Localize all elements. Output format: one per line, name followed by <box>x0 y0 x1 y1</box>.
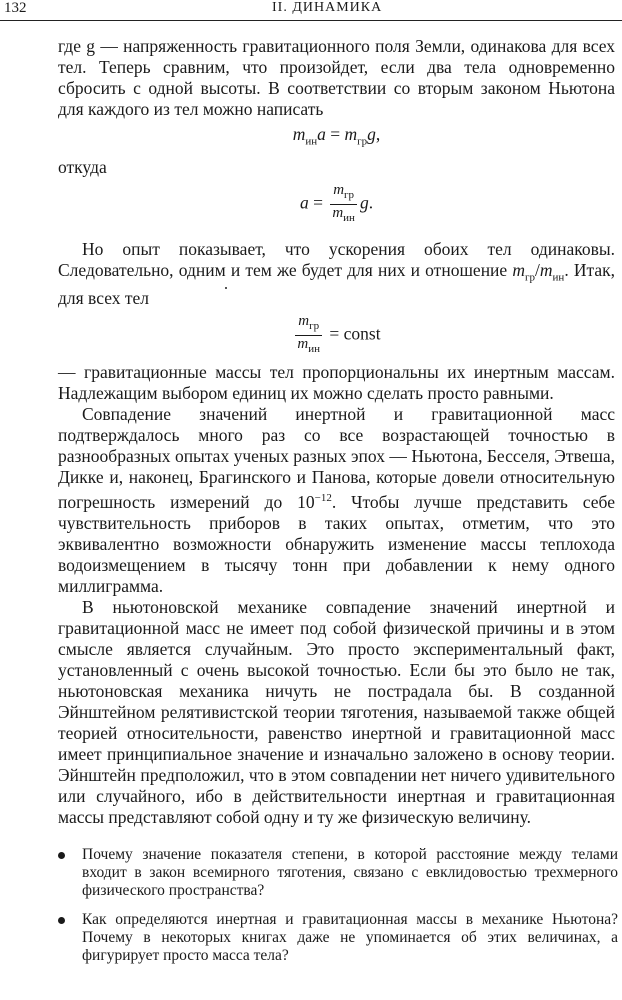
f2-denominator: $m_{ин}$ <box>332 204 355 224</box>
question-item <box>58 911 618 965</box>
exponent: −12 <box>314 492 332 504</box>
main-text <box>58 36 615 828</box>
f3-numerator: $m_{гр}$ <box>295 313 322 336</box>
page-number: 132 <box>4 0 27 16</box>
paragraph-otkuda: откуда <box>58 156 107 177</box>
f1-sub-in: ин <box>305 135 318 148</box>
f1-eq: = <box>325 124 345 144</box>
inline-m1: m <box>512 259 526 280</box>
f2-eq: = <box>308 192 328 213</box>
f3-denominator: $m_{ин}$ <box>297 336 321 355</box>
question-text: Почему значение показателя степени, в которой расстояние между телами входит в закон всемирного тяготения, связано с евклидовостью трехмерного физического пространства? <box>82 846 618 899</box>
inline-m2: m <box>539 259 553 280</box>
f1-sub-gr: гр <box>357 135 368 148</box>
f2-numerator: $m_{гр}$ <box>330 182 357 205</box>
f2-g: g <box>359 192 369 213</box>
formula-acceleration <box>58 182 615 227</box>
bullet-icon <box>58 917 65 924</box>
paragraph-4: Совпадение значений инертной и гравитационной масс подтверждалось много раз со все возрастающей точностью в разнообразных опытах ученых разных эпох — Ньютона, Бесселя, Этвеша, Дикке и, наконец, Брагинского и Панова, которые довели относительную погрешность измерений до $10^{-12}$. Чтобы лучше представить себе чувствительность приборов в таких опытах, отметим, что это эквивалентно возможности обнаружить изменение массы теплохода водоизмещением в тысячу тонн при добавлении к нему одного миллиграмма. <box>58 404 615 596</box>
running-title: II. ДИНАМИКА <box>272 0 383 15</box>
f2-fraction <box>330 182 357 227</box>
paragraph-5: В ньютоновской механике совпадение значений инертной и гравитационной масс не имеет под собой физической причины и в этом смысле является случайным. Это просто экспериментальный факт, установленный с очень высокой точностью. Если бы это было не так, ньютоновская механика ничуть не пострадала бы. В созданной Эйнштейном релятивистской теории тяготения, называемой также общей теорией относительности, равенство инертной и гравитационной масс имеет принципиальное значение и изначально заложено в основу теории. Эйнштейн предположил, что в этом совпадении нет ничего удивительного или случайного, ибо в действительности инертная и гравитационная массы представляют собой одну и ту же физическую величину. <box>58 596 615 827</box>
f3-rhs: = const <box>325 323 381 344</box>
f2-dot: . <box>368 192 374 213</box>
header-rule <box>0 20 622 21</box>
paragraph-2: Но опыт показывает, что ускорения обоих тел одинаковы. Следовательно, одним и тем же будет для них и отношение $m_{гр}/m_{ин}$. Итак, для всех тел <box>58 238 616 308</box>
bullet-icon <box>58 852 65 859</box>
f2-a: a <box>299 192 309 213</box>
question-item <box>58 846 618 900</box>
question-text: Как определяются инертная и гравитационная массы в механике Ньютона? Почему в некоторых книгах даже не упоминается об этих величинах, а фигурирует просто масса тела? <box>82 911 618 964</box>
f1-g: g <box>367 124 376 144</box>
f3-fraction <box>295 313 322 358</box>
paragraph-1: где g — напряженность гравитационного поля Земли, одинакова для всех тел. Теперь сравним, что произойдет, если два тела одновременно сбросить с одной высоты. В соответствии со вторым законом Ньютона для каждого из тел можно написать <box>58 36 615 119</box>
f1-m: m <box>292 124 306 144</box>
f1-comma: , <box>375 124 381 144</box>
formula-newton-second-law <box>58 124 615 153</box>
paragraph-3: — гравитационные массы тел пропорциональны их инертным массам. Надлежащим выбором единиц их можно сделать просто равными. <box>58 362 615 403</box>
review-questions <box>58 846 618 976</box>
formula-ratio-const <box>58 313 615 358</box>
f1-m2: m <box>344 124 358 144</box>
f1-a: a <box>317 124 326 144</box>
